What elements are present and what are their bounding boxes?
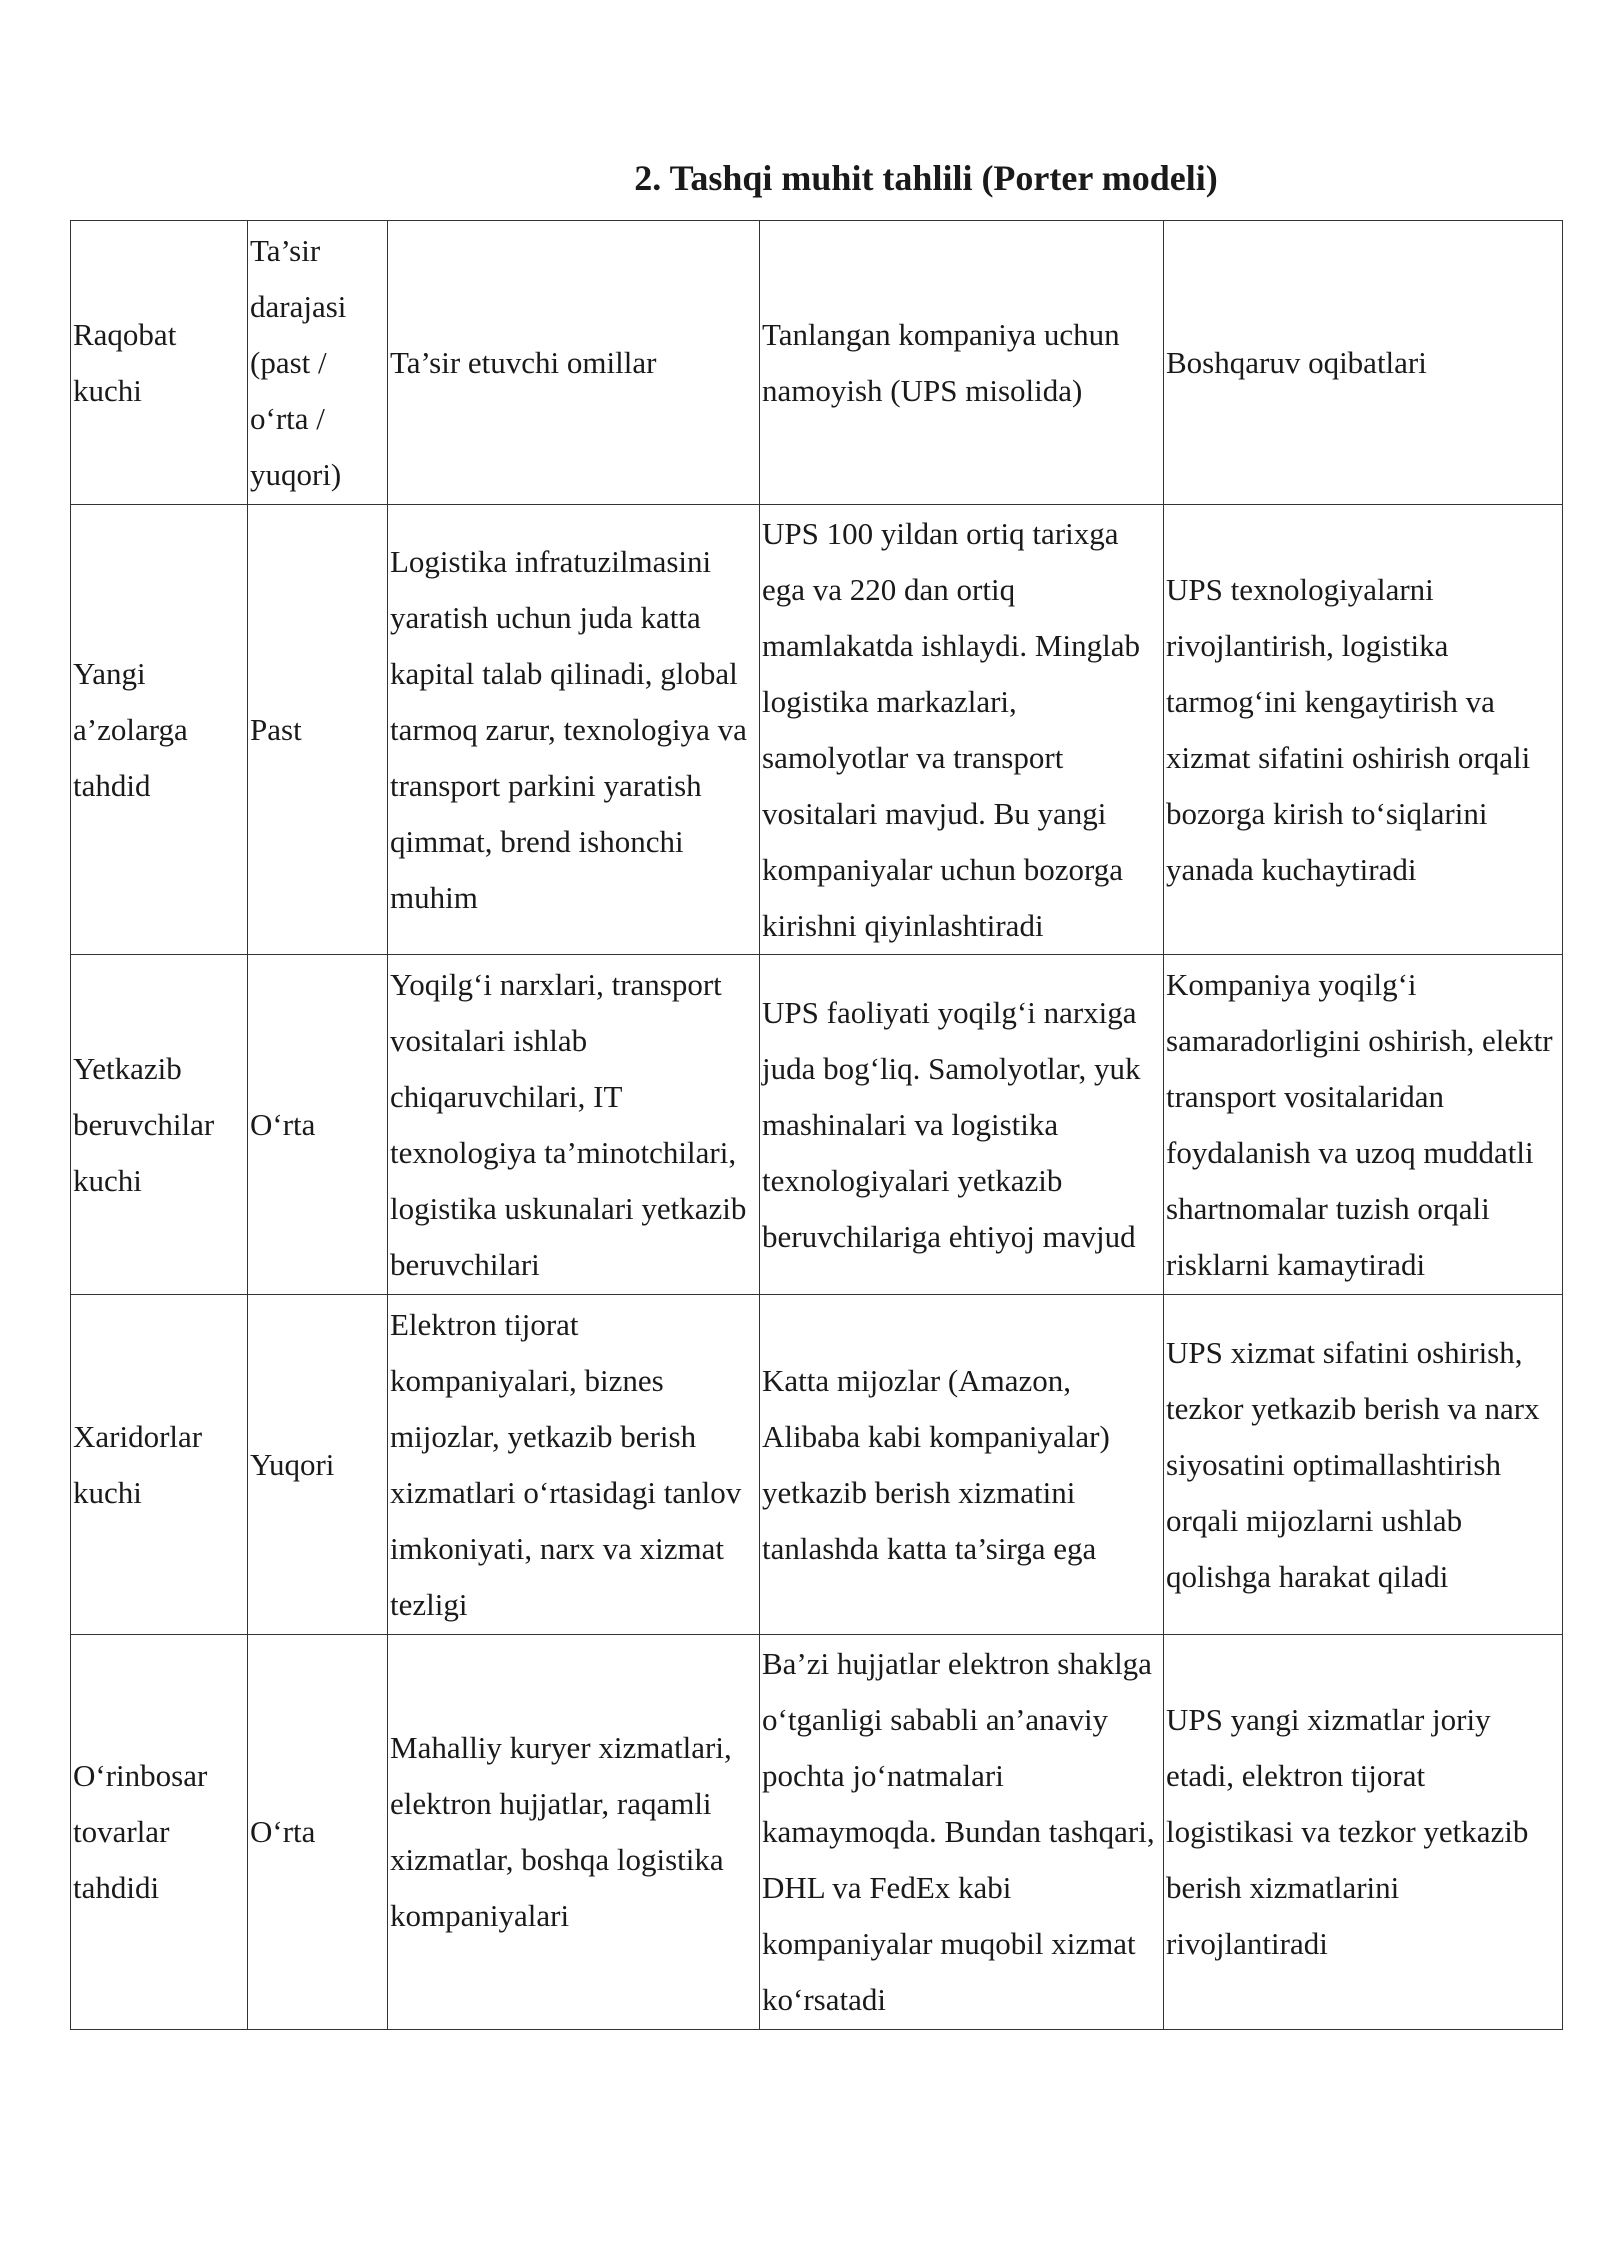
- factors-cell: Mahalliy kuryer xizmatlari, elektron hujjatlar, raqamli xizmatlar, boshqa logistika kompaniyalari: [388, 1635, 760, 2030]
- level-cell: O‘rta: [248, 1635, 388, 2030]
- header-cell-level: Ta’sir darajasi (past / o‘rta / yuqori): [248, 221, 388, 505]
- force-cell: Xaridorlar kuchi: [71, 1295, 248, 1635]
- table-header-row: [71, 221, 1563, 505]
- force-cell: Yetkazib beruvchilar kuchi: [71, 955, 248, 1295]
- table-row: [71, 1635, 1563, 2030]
- ups-example-cell: Katta mijozlar (Amazon, Alibaba kabi kompaniyalar) yetkazib berish xizmatini tanlashda katta ta’sirga ega: [760, 1295, 1164, 1635]
- page-title: 2. Tashqi muhit tahlili (Porter modeli): [634, 158, 1218, 198]
- management-cell: UPS texnologiyalarni rivojlantirish, logistika tarmog‘ini kengaytirish va xizmat sifatini oshirish orqali bozorga kirish to‘siqlarini yanada kuchaytiradi: [1164, 505, 1563, 955]
- factors-cell: Logistika infratuzilmasini yaratish uchun juda katta kapital talab qilinadi, global tarmoq zarur, texnologiya va transport parkini yaratish qimmat, brend ishonchi muhim: [388, 505, 760, 955]
- level-cell: Past: [248, 505, 388, 955]
- factors-cell: Yoqilg‘i narxlari, transport vositalari ishlab chiqaruvchilari, IT texnologiya ta’minotchilari, logistika uskunalari yetkazib beruvchilari: [388, 955, 760, 1295]
- header-cell-force: Raqobat kuchi: [71, 221, 248, 505]
- management-cell: UPS yangi xizmatlar joriy etadi, elektron tijorat logistikasi va tezkor yetkazib berish xizmatlarini rivojlantiradi: [1164, 1635, 1563, 2030]
- header-cell-ups-example: Tanlangan kompaniya uchun namoyish (UPS misolida): [760, 221, 1164, 505]
- ups-example-cell: Ba’zi hujjatlar elektron shaklga o‘tganligi sababli an’anaviy pochta jo‘natmalari kamaymoqda. Bundan tashqari, DHL va FedEx kabi kompaniyalar muqobil xizmat ko‘rsatadi: [760, 1635, 1164, 2030]
- force-cell: Yangi a’zolarga tahdid: [71, 505, 248, 955]
- table-row: [71, 505, 1563, 955]
- ups-example-cell: UPS 100 yildan ortiq tarixga ega va 220 dan ortiq mamlakatda ishlaydi. Minglab logistika markazlari, samolyotlar va transport vositalari mavjud. Bu yangi kompaniyalar uchun bozorga kirishni qiyinlashtiradi: [760, 505, 1164, 955]
- factors-cell: Elektron tijorat kompaniyalari, biznes mijozlar, yetkazib berish xizmatlari o‘rtasidagi tanlov imkoniyati, narx va xizmat tezligi: [388, 1295, 760, 1635]
- header-cell-management: Boshqaruv oqibatlari: [1164, 221, 1563, 505]
- level-cell: O‘rta: [248, 955, 388, 1295]
- management-cell: UPS xizmat sifatini oshirish, tezkor yetkazib berish va narx siyosatini optimallashtirish orqali mijozlarni ushlab qolishga harakat qiladi: [1164, 1295, 1563, 1635]
- header-cell-factors: Ta’sir etuvchi omillar: [388, 221, 760, 505]
- ups-example-cell: UPS faoliyati yoqilg‘i narxiga juda bog‘liq. Samolyotlar, yuk mashinalari va logistika texnologiyalari yetkazib beruvchilariga ehtiyoj mavjud: [760, 955, 1164, 1295]
- force-cell: O‘rinbosar tovarlar tahdidi: [71, 1635, 248, 2030]
- table-row: [71, 955, 1563, 1295]
- management-cell: Kompaniya yoqilg‘i samaradorligini oshirish, elektr transport vositalaridan foydalanish va uzoq muddatli shartnomalar tuzish orqali risklarni kamaytiradi: [1164, 955, 1563, 1295]
- porter-analysis-table: [70, 220, 1563, 2030]
- level-cell: Yuqori: [248, 1295, 388, 1635]
- table-row: [71, 1295, 1563, 1635]
